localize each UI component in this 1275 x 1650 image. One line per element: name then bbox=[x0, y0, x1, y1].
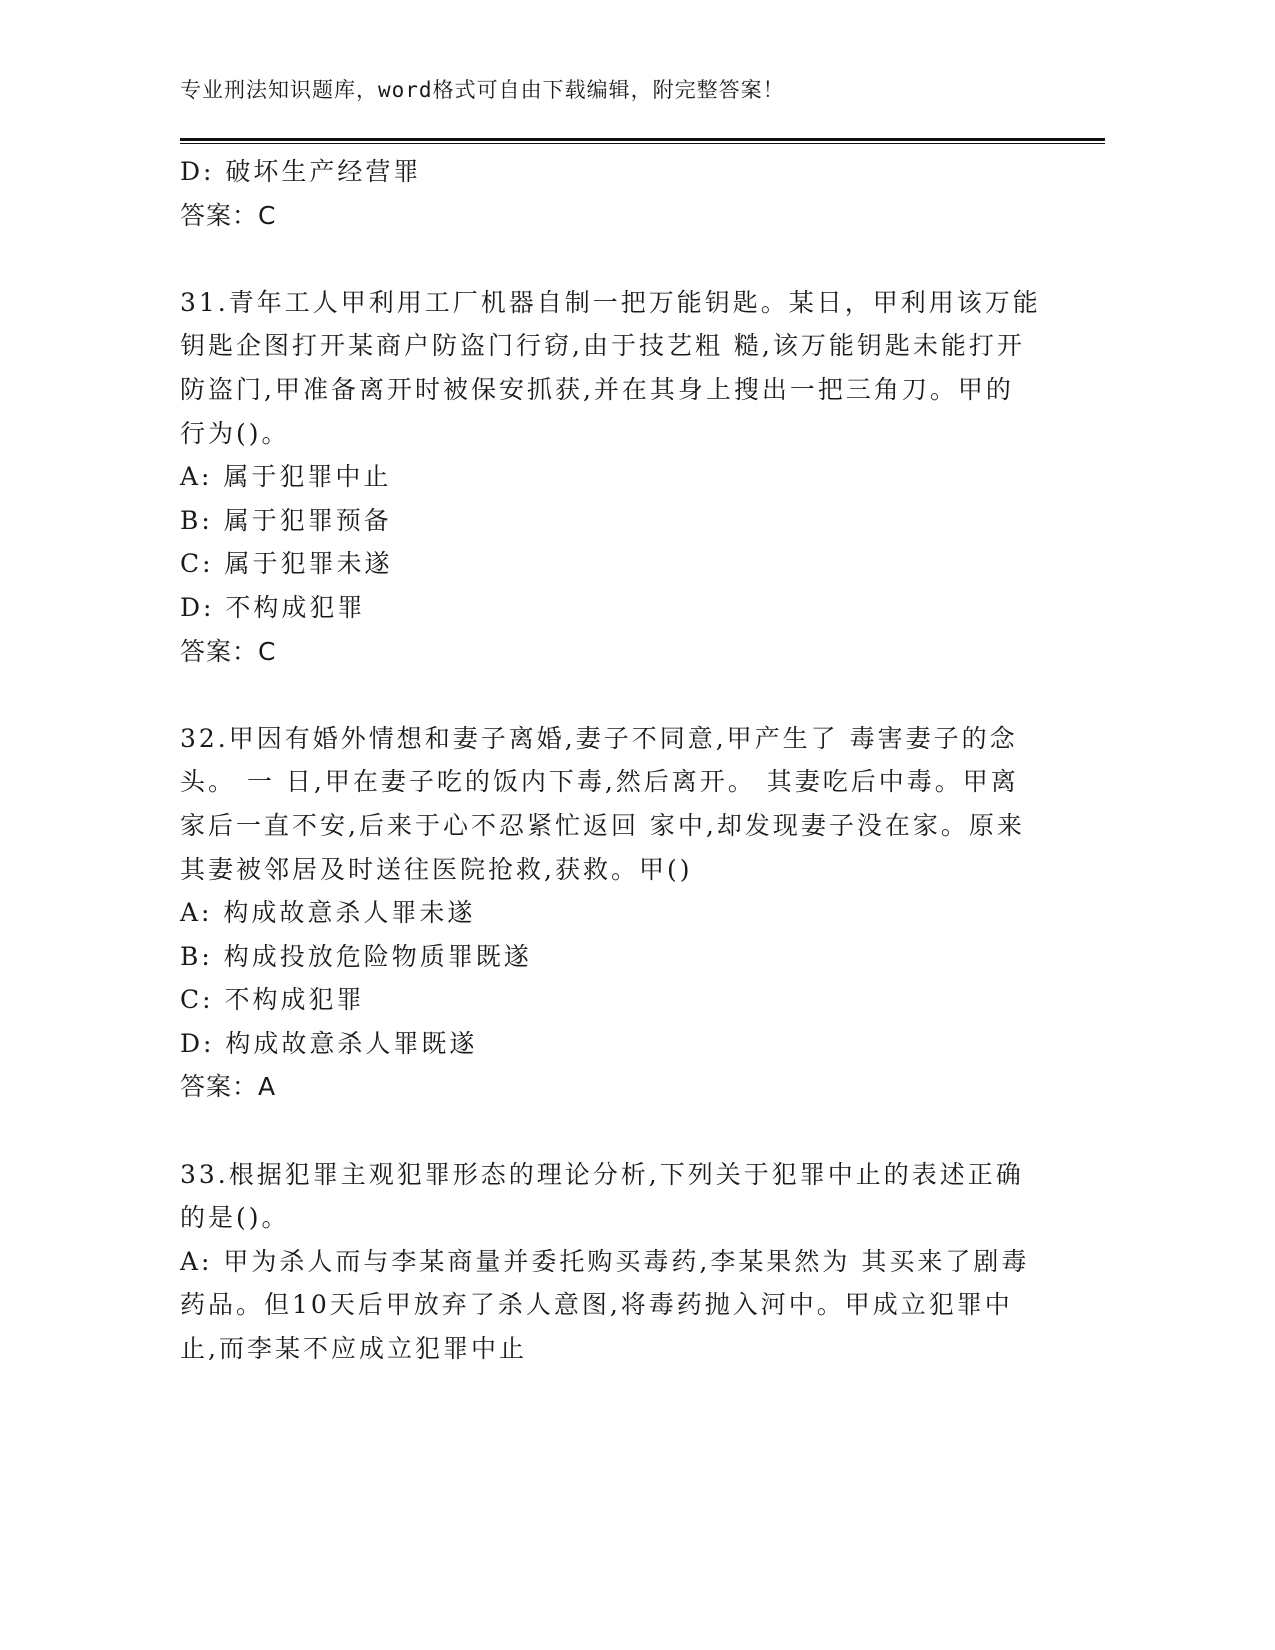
q31-option-d: D: 不构成犯罪 bbox=[180, 592, 366, 622]
q32-stem-line: 32.甲因有婚外情想和妻子离婚,妻子不同意,甲产生了 毒害妻子的念 bbox=[180, 723, 1018, 753]
q32-option-c: C: 不构成犯罪 bbox=[180, 985, 365, 1015]
prev-answer: 答案：C bbox=[180, 200, 277, 230]
q31-stem-line: 31.青年工人甲利用工厂机器自制一把万能钥匙。某日，甲利用该万能 bbox=[180, 287, 1041, 317]
q32-stem-line: 家后一直不安,后来于心不忍紧忙返回 家中,却发现妻子没在家。原来 bbox=[180, 810, 1025, 840]
q32-answer: 答案：A bbox=[180, 1072, 277, 1102]
q31-stem-line: 钥匙企图打开某商户防盗门行窃,由于技艺粗 糙,该万能钥匙未能打开 bbox=[180, 331, 1025, 361]
q31-stem-line: 行为()。 bbox=[180, 418, 290, 448]
q33-stem-line: 的是()。 bbox=[180, 1203, 290, 1233]
q32-stem-line: 头。 一 日,甲在妻子吃的饭内下毒,然后离开。 其妻吃后中毒。甲离 bbox=[180, 767, 1019, 797]
spacer bbox=[180, 673, 1040, 717]
q31-answer: 答案：C bbox=[180, 636, 277, 666]
q33-stem-line: 33.根据犯罪主观犯罪形态的理论分析,下列关于犯罪中止的表述正确 bbox=[180, 1159, 1024, 1189]
q31-option-b: B: 属于犯罪预备 bbox=[180, 505, 392, 535]
q32-option-a: A: 构成故意杀人罪未遂 bbox=[180, 898, 476, 928]
question-31 bbox=[180, 281, 1040, 673]
q31-option-c: C: 属于犯罪未遂 bbox=[180, 549, 393, 579]
question-33 bbox=[180, 1153, 1040, 1371]
header-rule-thin bbox=[180, 143, 1105, 144]
q33-option-a-line: 药品。但10天后甲放弃了杀人意图,将毒药抛入河中。甲成立犯罪中 bbox=[180, 1290, 1013, 1320]
spacer bbox=[180, 1109, 1040, 1153]
header-rule-thick bbox=[180, 138, 1105, 141]
page-header: 专业刑法知识题库，word格式可自由下载编辑，附完整答案！ bbox=[180, 78, 785, 102]
q31-option-a: A: 属于犯罪中止 bbox=[180, 462, 392, 492]
prev-option-d: D: 破坏生产经营罪 bbox=[180, 157, 422, 186]
q33-option-a-line: A: 甲为杀人而与李某商量并委托购买毒药,李某果然为 其买来了剧毒 bbox=[180, 1246, 1030, 1276]
q32-option-d: D: 构成故意杀人罪既遂 bbox=[180, 1028, 478, 1058]
q32-option-b: B: 构成投放危险物质罪既遂 bbox=[180, 941, 532, 971]
question-32 bbox=[180, 717, 1040, 1109]
q32-stem-line: 其妻被邻居及时送往医院抢救,获救。甲() bbox=[180, 854, 693, 884]
q31-stem-line: 防盗门,甲准备离开时被保安抓获,并在其身上搜出一把三角刀。甲的 bbox=[180, 374, 1014, 404]
question-content bbox=[180, 150, 1040, 1371]
spacer bbox=[180, 237, 1040, 281]
q33-option-a-line: 止,而李某不应成立犯罪中止 bbox=[180, 1334, 527, 1364]
